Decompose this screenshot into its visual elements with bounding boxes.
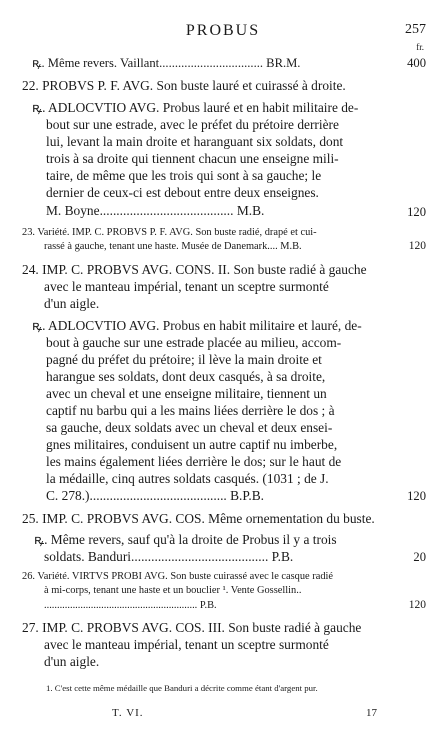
entry-line: pagné du préfet du prétoire; il lève la main droite et: [46, 352, 322, 367]
entry-line: ꝶ. Même revers, sauf qu'à la droite de Probus il y a trois: [34, 532, 337, 547]
entry-line: les mains également liées derrière le dos; sur le haut de: [46, 454, 342, 469]
footnote: 1. C'est cette même médaille que Banduri a décrite comme étant d'argent pur.: [46, 683, 318, 693]
entry-line: 23. Variété. IMP. C. PROBVS P. F. AVG. Son buste radié, drapé et cui-: [22, 227, 317, 238]
entry-line: 27. IMP. C. PROBVS AVG. COS. III. Son buste radié à gauche: [22, 620, 362, 635]
entry-line: sa gauche, deux soldats avec un cheval et deux ensei-: [46, 420, 333, 435]
entry-line: 26. Variété. VIRTVS PROBI AVG. Son buste cuirassé avec le casque radié: [22, 571, 334, 582]
entry-line: avec un cheval et une enseigne militaire, tiennent un: [46, 386, 327, 401]
entry-line: taire, de même que les trois qui sont à sa gauche; le: [46, 168, 322, 183]
entry-line: captif nu barbu qui a les mains liées derrière le dos ; à: [46, 403, 335, 418]
entry-line: M. Boyne........................................ M.B.: [46, 203, 265, 218]
entry-line: 25. IMP. C. PROBVS AVG. COS. Même ornementation du buste.: [22, 511, 375, 526]
entry-line: ꝶ. Même revers. Vaillant................................. BR.M.: [32, 56, 301, 70]
entry-line: dernier de ceux-ci est debout entre deux enseignes.: [46, 185, 319, 200]
entry-line: la médaille, cinq autres soldats casqués. (1031 ; de J.: [46, 471, 329, 486]
page-title: PROBUS: [185, 22, 261, 39]
entry-price: 20: [413, 550, 426, 564]
entry-line: avec le manteau impérial, tenant un sceptre surmonté: [44, 637, 329, 652]
signature-mark: 17: [366, 707, 377, 719]
entry-line: 22. PROBVS P. F. AVG. Son buste lauré et cuirassé à droite.: [22, 78, 346, 93]
entry-price: 400: [407, 56, 426, 70]
entry-line: d'un aigle.: [44, 654, 100, 669]
entry-price: 120: [407, 489, 426, 503]
entry-line: ........................................................... P.B.: [44, 600, 217, 611]
entry-line: ꝶ. ADLOCVTIO AVG. Probus en habit militaire et lauré, de-: [32, 318, 362, 333]
entry-line: C. 278.)......................................... B.P.B.: [46, 488, 264, 503]
entry-price: 120: [408, 240, 426, 252]
entry-line: d'un aigle.: [44, 296, 100, 311]
entry-line: ꝶ. ADLOCVTIO AVG. Probus lauré et en habit militaire de-: [32, 100, 359, 115]
entry-line: gnes militaires, conduisent un autre captif nu imberbe,: [46, 437, 338, 452]
entry-price: 120: [408, 599, 426, 611]
entry-line: avec le manteau impérial, tenant un sceptre surmonté: [44, 279, 329, 294]
entry-line: soldats. Banduri......................................... P.B.: [44, 549, 294, 564]
volume-label: T. VI.: [112, 707, 144, 719]
entry-line: lui, levant la main droite et haranguant six soldats, dont: [46, 134, 344, 149]
entry-line: trois à sa droite qui tiennent chacun une enseigne mili-: [46, 151, 339, 166]
entry-line: harangue ses soldats, dont deux casqués, à sa droite,: [46, 369, 326, 384]
entry-line: bout sur une estrade, avec le préfet du prétoire derrière: [46, 117, 339, 132]
entry-line: 24. IMP. C. PROBVS AVG. CONS. II. Son buste radié à gauche: [22, 262, 367, 277]
entry-line: rassé à gauche, tenant une haste. Musée de Danemark.... M.B.: [44, 241, 302, 252]
page-number: 257: [405, 22, 426, 37]
entry-price: 120: [407, 205, 426, 219]
entry-line: bout à gauche sur une estrade placée au milieu, accom-: [46, 335, 342, 350]
currency-column-label: fr.: [416, 42, 424, 52]
entry-line: à mi-corps, tenant une haste et un bouclier ¹. Vente Gossellin..: [44, 585, 302, 596]
